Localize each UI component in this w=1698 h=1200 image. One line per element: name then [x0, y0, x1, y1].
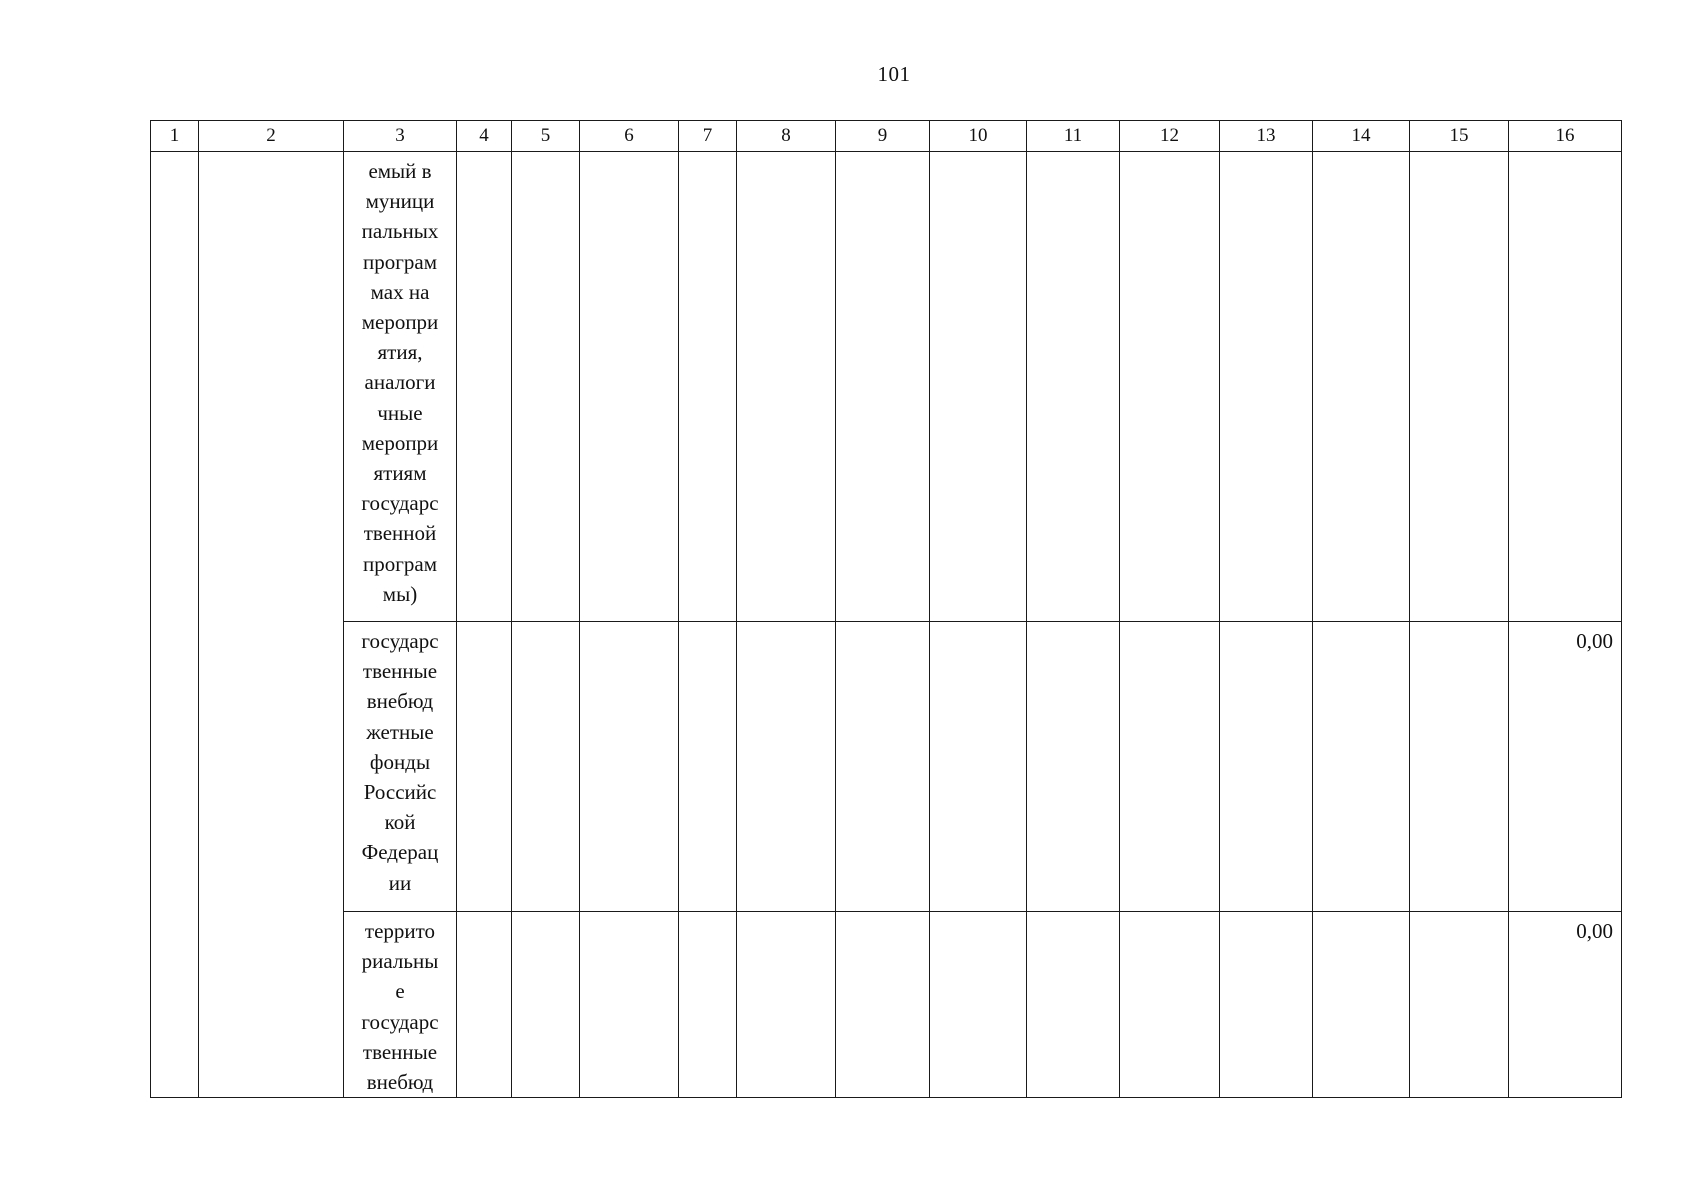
table-cell — [1027, 912, 1120, 1098]
table-row — [151, 152, 1622, 622]
cell-col-3 — [344, 912, 457, 1098]
table-cell — [1220, 622, 1313, 912]
table-row — [151, 622, 1622, 912]
column-header-10: 10 — [930, 121, 1027, 152]
table-cell — [512, 622, 580, 912]
table-cell — [1410, 152, 1509, 622]
table-cell — [930, 622, 1027, 912]
cell-value — [1509, 152, 1621, 156]
table-cell — [512, 912, 580, 1098]
column-header-7: 7 — [679, 121, 737, 152]
header-row — [151, 121, 1622, 152]
table-cell — [930, 152, 1027, 622]
table-cell — [1120, 622, 1220, 912]
table-cell — [457, 912, 512, 1098]
table-cell — [679, 152, 737, 622]
column-header-5: 5 — [512, 121, 580, 152]
data-table — [150, 120, 1622, 1098]
table-cell — [1120, 912, 1220, 1098]
table-cell — [1313, 912, 1410, 1098]
row-label: емый в муници пальных програм мах на меропри ятия, аналоги чные меропри ятиям государс твенной програм мы) — [361, 159, 439, 606]
page-number: 101 — [877, 62, 911, 86]
table-cell — [836, 912, 930, 1098]
table-cell — [737, 622, 836, 912]
column-header-1: 1 — [151, 121, 199, 152]
table-cell — [679, 912, 737, 1098]
table-cell — [679, 622, 737, 912]
cell-col-3 — [344, 152, 457, 622]
table-cell — [1220, 152, 1313, 622]
column-header-4: 4 — [457, 121, 512, 152]
table-cell — [580, 912, 679, 1098]
cell-col-1 — [151, 152, 199, 1098]
table-cell — [737, 912, 836, 1098]
table-cell — [836, 622, 930, 912]
column-header-16: 16 — [1509, 121, 1622, 152]
column-header-2: 2 — [199, 121, 344, 152]
table-cell — [457, 622, 512, 912]
cell-col-16 — [1509, 152, 1622, 622]
table-cell — [1410, 912, 1509, 1098]
table-cell — [580, 152, 679, 622]
table-cell — [1027, 622, 1120, 912]
column-header-11: 11 — [1027, 121, 1120, 152]
table-cell — [1120, 152, 1220, 622]
cell-col-3 — [344, 622, 457, 912]
column-header-3: 3 — [344, 121, 457, 152]
column-header-13: 13 — [1220, 121, 1313, 152]
table-cell — [580, 622, 679, 912]
row-label: государс твенные внебюд жетные фонды Российс кой Федерац ии — [361, 629, 439, 895]
cell-col-16 — [1509, 912, 1622, 1098]
column-header-6: 6 — [580, 121, 679, 152]
table-cell — [930, 912, 1027, 1098]
column-header-14: 14 — [1313, 121, 1410, 152]
table-cell — [1027, 152, 1120, 622]
column-header-9: 9 — [836, 121, 930, 152]
table-cell — [737, 152, 836, 622]
cell-col-2 — [199, 152, 344, 1098]
table-cell — [1220, 912, 1313, 1098]
cell-value: 0,00 — [1576, 919, 1613, 943]
table-cell — [1313, 152, 1410, 622]
table-cell — [1410, 622, 1509, 912]
table-cell — [457, 152, 512, 622]
column-header-8: 8 — [737, 121, 836, 152]
table-row — [151, 912, 1622, 1098]
table-cell — [836, 152, 930, 622]
cell-col-16 — [1509, 622, 1622, 912]
cell-value: 0,00 — [1576, 629, 1613, 653]
column-header-15: 15 — [1410, 121, 1509, 152]
column-header-12: 12 — [1120, 121, 1220, 152]
row-label: террито риальны е государс твенные внебюд — [361, 919, 439, 1095]
table-cell — [1313, 622, 1410, 912]
table-cell — [512, 152, 580, 622]
